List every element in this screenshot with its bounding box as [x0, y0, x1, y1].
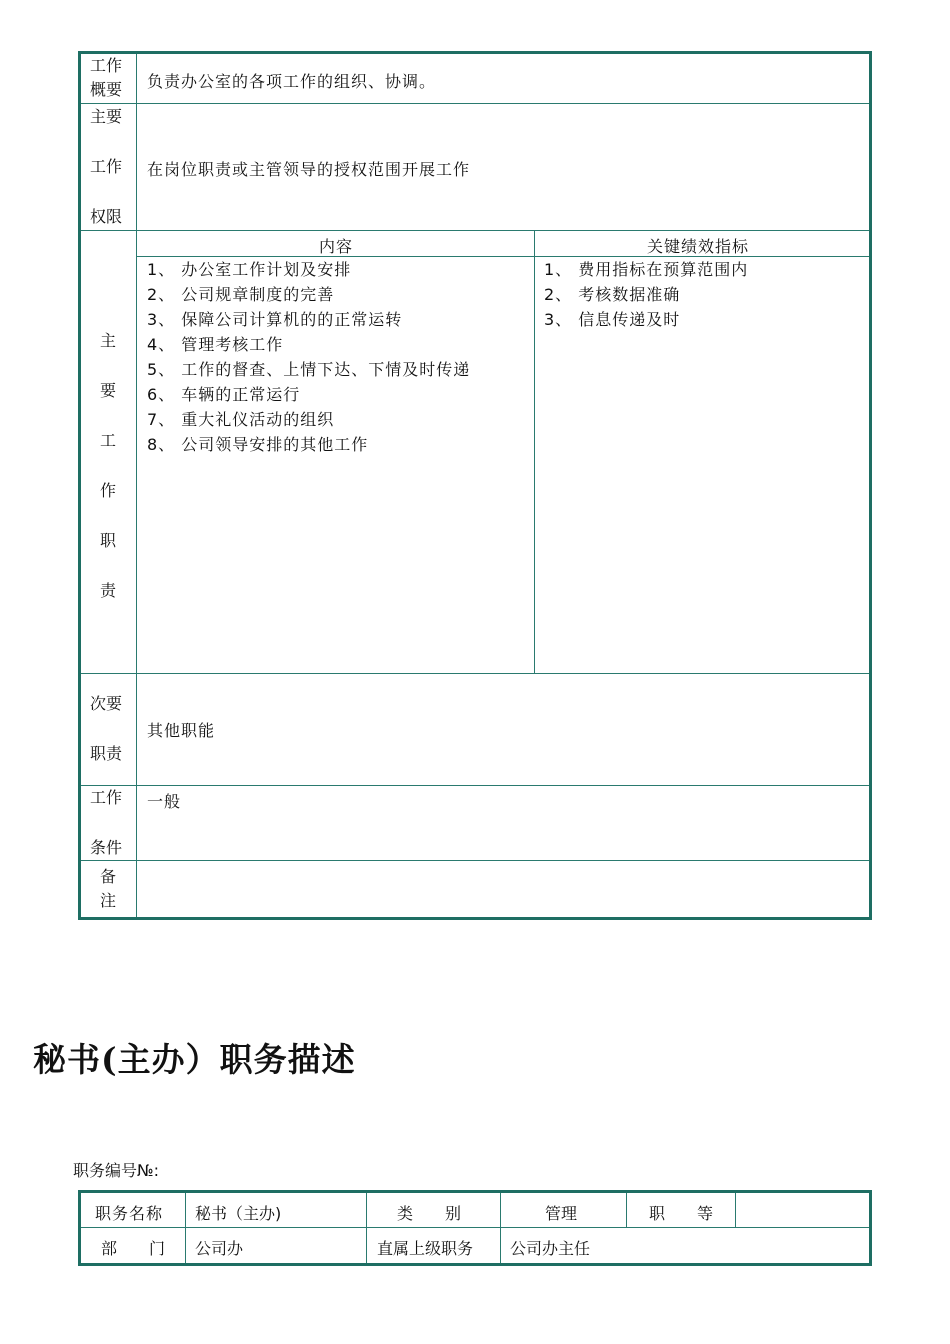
content-header: 内容 — [319, 237, 354, 256]
category-value: 管理 — [545, 1204, 578, 1223]
superior-value: 公司办主任 — [510, 1239, 591, 1258]
authority-label-c: 权限 — [90, 207, 123, 226]
row-divider-duties — [81, 673, 869, 674]
info-col-divider-1 — [185, 1193, 186, 1263]
job-code-label: 职务编号№: — [73, 1161, 160, 1180]
duties-label-1: 主 — [100, 331, 117, 350]
kpi-header: 关键绩效指标 — [647, 237, 750, 256]
conditions-text: 一般 — [147, 792, 182, 811]
kpi-item-2: 2、 考核数据准确 — [544, 285, 681, 304]
secondary-text: 其他职能 — [147, 721, 216, 740]
row-divider-authority — [81, 230, 869, 231]
content-item-7: 7、 重大礼仪活动的组织 — [147, 410, 335, 429]
row-divider-overview — [81, 103, 869, 104]
content-item-1: 1、 办公室工作计划及安排 — [147, 260, 352, 279]
remarks-label-b: 注 — [100, 891, 117, 910]
content-item-3: 3、 保障公司计算机的的正常运转 — [147, 310, 403, 329]
authority-label-b: 工作 — [90, 157, 123, 176]
content-item-4: 4、 管理考核工作 — [147, 335, 284, 354]
info-col-divider-4 — [626, 1193, 627, 1227]
info-col-divider-2 — [366, 1193, 367, 1263]
grade-label: 职 等 — [649, 1204, 714, 1223]
secondary-label-a: 次要 — [90, 694, 123, 713]
label-column-divider — [136, 54, 137, 917]
secondary-label-b: 职责 — [90, 744, 123, 763]
kpi-list — [544, 257, 748, 332]
content-item-2: 2、 公司规章制度的完善 — [147, 285, 335, 304]
section-title: 秘书(主办）职务描述 — [33, 1040, 356, 1079]
content-item-6: 6、 车辆的正常运行 — [147, 385, 301, 404]
content-item-5: 5、 工作的督查、上情下达、下情及时传递 — [147, 360, 471, 379]
duties-label-4: 作 — [100, 481, 117, 500]
category-label: 类 别 — [397, 1204, 462, 1223]
duties-label-2: 要 — [100, 381, 117, 400]
conditions-label-b: 条件 — [90, 838, 123, 857]
remarks-label-a: 备 — [100, 867, 117, 886]
overview-label-a: 工作 — [90, 56, 123, 75]
overview-label-b: 概要 — [90, 80, 123, 99]
duties-label-6: 责 — [100, 581, 117, 600]
job-name-value: 秘书（主办) — [195, 1204, 282, 1223]
superior-label: 直属上级职务 — [377, 1239, 474, 1258]
duties-column-divider — [534, 230, 535, 673]
job-name-label: 职务名称 — [95, 1204, 164, 1223]
info-row-divider — [81, 1227, 869, 1228]
job-info-table — [78, 1190, 872, 1266]
department-label: 部 门 — [101, 1239, 166, 1258]
info-col-divider-3 — [500, 1193, 501, 1263]
overview-text: 负责办公室的各项工作的组织、协调。 — [147, 72, 437, 91]
kpi-item-1: 1、 费用指标在预算范围内 — [544, 260, 749, 279]
content-item-8: 8、 公司领导安排的其他工作 — [147, 435, 369, 454]
row-divider-conditions — [81, 860, 869, 861]
row-divider-secondary — [81, 785, 869, 786]
authority-text: 在岗位职责或主管领导的授权范围开展工作 — [147, 160, 471, 179]
content-list — [147, 257, 470, 457]
job-description-table — [78, 51, 872, 920]
department-value: 公司办 — [195, 1239, 244, 1258]
duties-label-5: 职 — [100, 531, 117, 550]
info-col-divider-5 — [735, 1193, 736, 1227]
conditions-label-a: 工作 — [90, 788, 123, 807]
duties-label-3: 工 — [100, 431, 117, 450]
kpi-item-3: 3、 信息传递及时 — [544, 310, 681, 329]
authority-label-a: 主要 — [90, 107, 123, 126]
